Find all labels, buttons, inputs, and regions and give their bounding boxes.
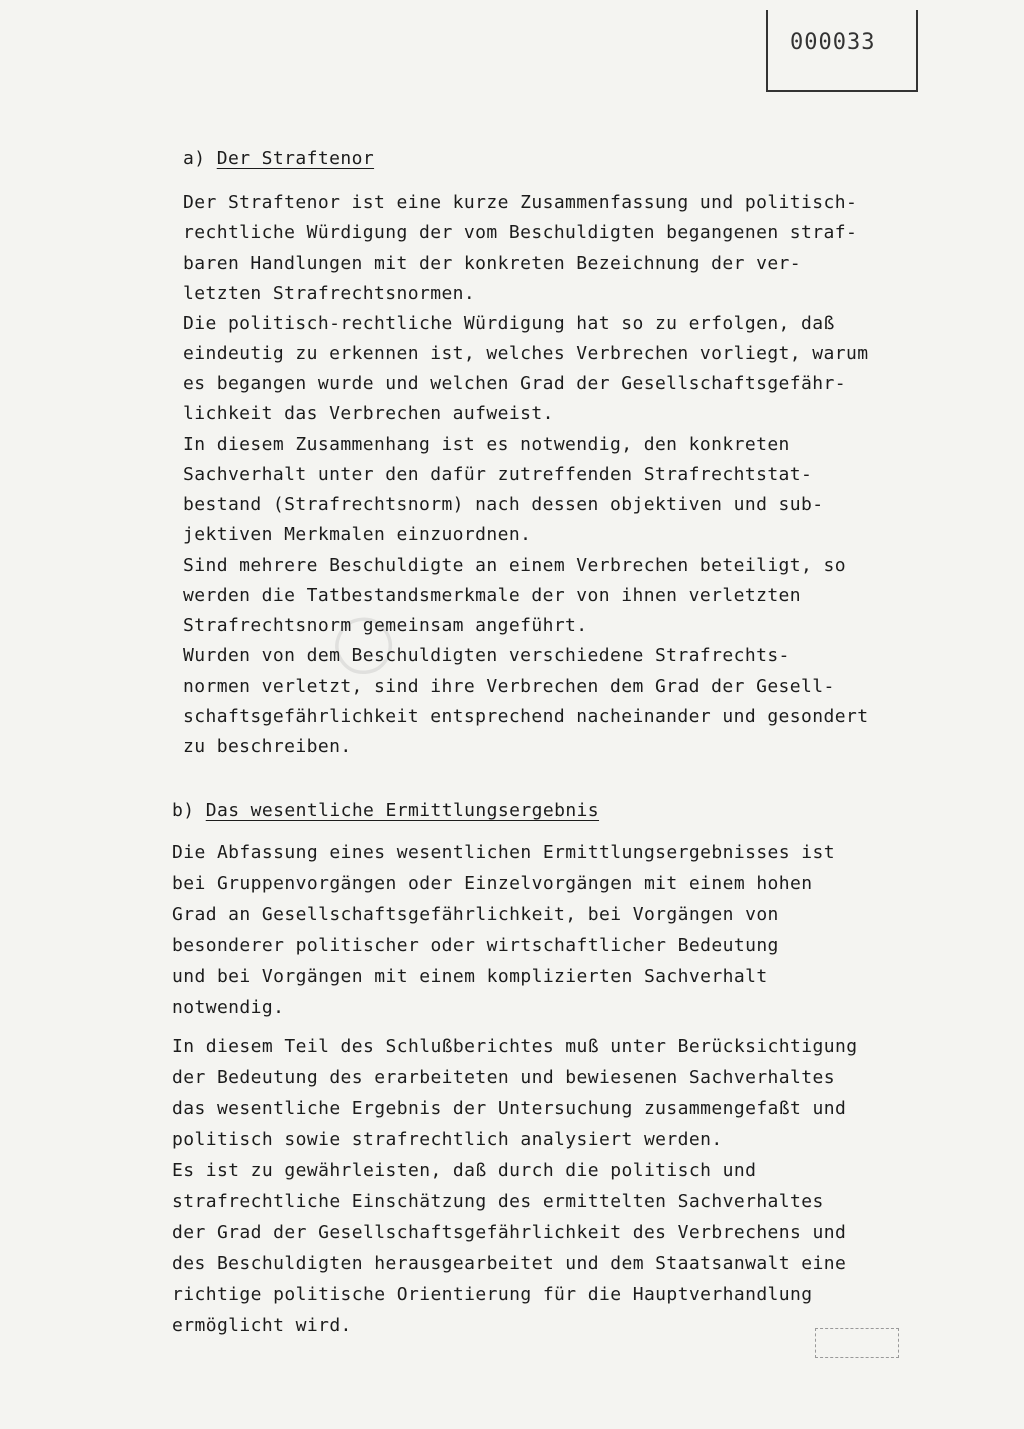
section-b-line: des Beschuldigten herausgearbeitet und dem Staatsanwalt eine	[172, 1253, 847, 1274]
section-b-line: bei Gruppenvorgängen oder Einzelvorgängen mit einem hohen	[172, 873, 813, 894]
section-b-line: und bei Vorgängen mit einem komplizierten Sachverhalt	[172, 966, 768, 987]
section-b-line: Grad an Gesellschaftsgefährlichkeit, bei Vorgängen von	[172, 904, 779, 925]
section-a-line: zu beschreiben.	[183, 736, 352, 757]
section-b-line: politisch sowie strafrechtlich analysiert werden.	[172, 1129, 723, 1150]
section-b-title: Das wesentliche Ermittlungsergebnis	[205, 800, 600, 821]
section-b-line: besonderer politischer oder wirtschaftlicher Bedeutung	[172, 935, 779, 956]
section-a-line: rechtliche Würdigung der vom Beschuldigten begangenen straf-	[183, 222, 858, 243]
section-a-line: Strafrechtsnorm gemeinsam angeführt.	[183, 615, 588, 636]
section-a-line: es begangen wurde und welchen Grad der Gesellschaftsgefähr-	[183, 373, 846, 394]
section-a-line: schaftsgefährlichkeit entsprechend nacheinander und gesondert	[183, 706, 869, 727]
section-a-line: Wurden von dem Beschuldigten verschiedene Strafrechts-	[183, 645, 790, 666]
archive-stamp	[815, 1328, 899, 1358]
section-a-line: In diesem Zusammenhang ist es notwendig, den konkreten	[183, 434, 790, 455]
section-a-line: bestand (Strafrechtsnorm) nach dessen objektiven und sub-	[183, 494, 824, 515]
watermark-stamp: ◯	[317, 598, 406, 687]
section-b-line: der Bedeutung des erarbeiteten und bewiesenen Sachverhaltes	[172, 1067, 835, 1088]
section-a-line: lichkeit das Verbrechen aufweist.	[183, 403, 554, 424]
section-b-heading	[172, 800, 599, 821]
section-a-line: jektiven Merkmalen einzuordnen.	[183, 524, 532, 545]
section-b-line: der Grad der Gesellschaftsgefährlichkeit des Verbrechens und	[172, 1222, 847, 1243]
section-a-line: Die politisch-rechtliche Würdigung hat so zu erfolgen, daß	[183, 313, 835, 334]
section-b-line: notwendig.	[172, 997, 285, 1018]
section-a-line: Sachverhalt unter den dafür zutreffenden Strafrechtstat-	[183, 464, 813, 485]
section-b-line: ermöglicht wird.	[172, 1315, 352, 1336]
section-a-label: a)	[183, 148, 206, 169]
section-b-line: strafrechtliche Einschätzung des ermittelten Sachverhaltes	[172, 1191, 824, 1212]
section-b-label: b)	[172, 800, 195, 821]
section-b-line: Es ist zu gewährleisten, daß durch die politisch und	[172, 1160, 757, 1181]
section-a-title: Der Straftenor	[216, 148, 375, 169]
section-a-line: eindeutig zu erkennen ist, welches Verbrechen vorliegt, warum	[183, 343, 869, 364]
section-a-line: normen verletzt, sind ihre Verbrechen dem Grad der Gesell-	[183, 676, 835, 697]
section-a-line: Sind mehrere Beschuldigte an einem Verbrechen beteiligt, so	[183, 555, 846, 576]
section-b-line: Die Abfassung eines wesentlichen Ermittlungsergebnisses ist	[172, 842, 835, 863]
section-a-line: baren Handlungen mit der konkreten Bezeichnung der ver-	[183, 253, 802, 274]
section-a-line: letzten Strafrechtsnormen.	[183, 283, 476, 304]
section-a-heading	[183, 148, 374, 169]
section-b-line: In diesem Teil des Schlußberichtes muß unter Berücksichtigung	[172, 1036, 858, 1057]
section-a-line: werden die Tatbestandsmerkmale der von ihnen verletzten	[183, 585, 802, 606]
page-number: 000033	[790, 30, 876, 55]
section-a-line: Der Straftenor ist eine kurze Zusammenfassung und politisch-	[183, 192, 858, 213]
section-b-line: richtige politische Orientierung für die Hauptverhandlung	[172, 1284, 813, 1305]
section-b-line: das wesentliche Ergebnis der Untersuchung zusammengefaßt und	[172, 1098, 847, 1119]
